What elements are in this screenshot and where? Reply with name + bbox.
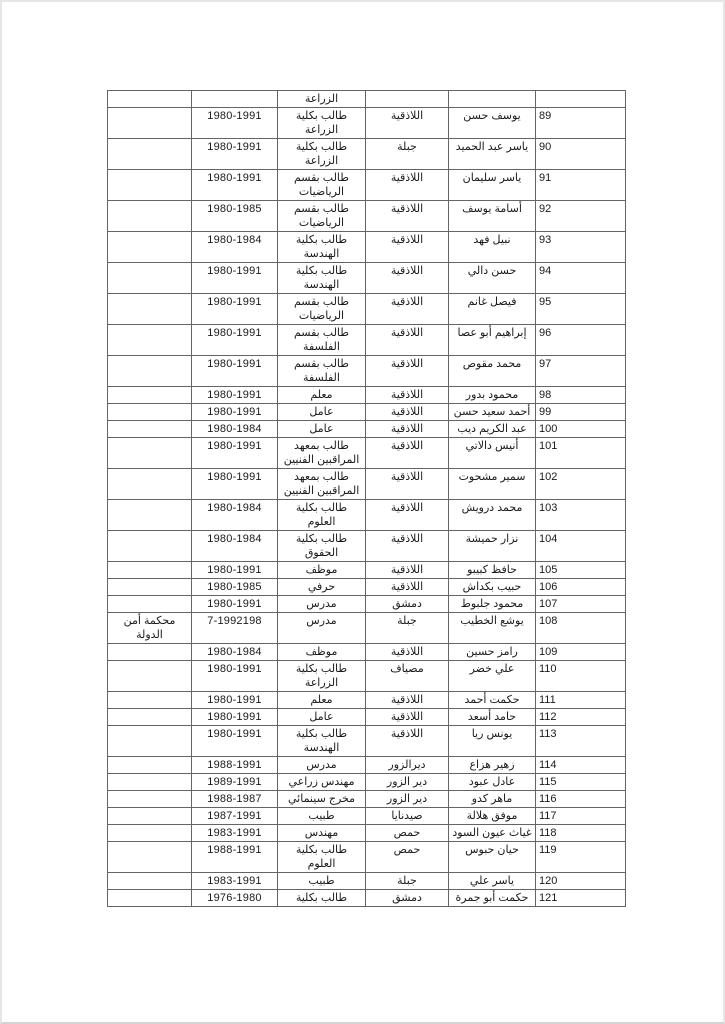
- cell-city: اللاذقية: [366, 562, 449, 579]
- cell-name: ماهر كدو: [449, 791, 536, 808]
- table-row: [108, 596, 626, 613]
- cell-notes: [108, 201, 192, 232]
- cell-num: 92: [536, 201, 626, 232]
- cell-occupation: طالب بكلية العلوم: [278, 842, 366, 873]
- cell-notes: [108, 842, 192, 873]
- table-row: [108, 263, 626, 294]
- cell-years: 1988-1991: [192, 842, 278, 873]
- table-row: [108, 661, 626, 692]
- cell-notes: [108, 139, 192, 170]
- cell-num: 99: [536, 404, 626, 421]
- cell-occupation: طالب بقسم الرياضيات: [278, 170, 366, 201]
- cell-notes: [108, 661, 192, 692]
- cell-city: اللاذقية: [366, 325, 449, 356]
- cell-num: 102: [536, 469, 626, 500]
- cell-name: غياث عيون السود: [449, 825, 536, 842]
- cell-years: 1980-1984: [192, 232, 278, 263]
- cell-years: 1980-1991: [192, 139, 278, 170]
- cell-num: 89: [536, 108, 626, 139]
- cell-years: 1987-1991: [192, 808, 278, 825]
- cell-name: محمد مقوص: [449, 356, 536, 387]
- cell-notes: [108, 325, 192, 356]
- table-row: [108, 108, 626, 139]
- table-row: [108, 791, 626, 808]
- cell-city: [366, 91, 449, 108]
- table-row: [108, 232, 626, 263]
- cell-num: 109: [536, 644, 626, 661]
- cell-occupation: طالب بكلية الزراعة: [278, 139, 366, 170]
- cell-name: أحمد سعيد حسن: [449, 404, 536, 421]
- table-row: [108, 890, 626, 907]
- cell-name: إبراهيم أبو عصا: [449, 325, 536, 356]
- cell-city: جبلة: [366, 873, 449, 890]
- cell-city: اللاذقية: [366, 201, 449, 232]
- cell-occupation: مدرس: [278, 613, 366, 644]
- table-row: [108, 579, 626, 596]
- cell-num: 108: [536, 613, 626, 644]
- cell-name: عادل عبود: [449, 774, 536, 791]
- cell-num: 119: [536, 842, 626, 873]
- cell-num: 106: [536, 579, 626, 596]
- cell-occupation: طالب بقسم الرياضيات: [278, 294, 366, 325]
- cell-notes: [108, 726, 192, 757]
- cell-name: يونس ريا: [449, 726, 536, 757]
- table-row: [108, 294, 626, 325]
- cell-num: 121: [536, 890, 626, 907]
- cell-city: اللاذقية: [366, 170, 449, 201]
- table-row: [108, 404, 626, 421]
- cell-num: 98: [536, 387, 626, 404]
- cell-city: اللاذقية: [366, 469, 449, 500]
- cell-name: عبد الكريم ديب: [449, 421, 536, 438]
- cell-city: اللاذقية: [366, 404, 449, 421]
- cell-occupation: مخرج سينمائي: [278, 791, 366, 808]
- cell-city: جبلة: [366, 613, 449, 644]
- cell-city: اللاذقية: [366, 232, 449, 263]
- cell-notes: [108, 825, 192, 842]
- cell-city: اللاذقية: [366, 438, 449, 469]
- cell-city: اللاذقية: [366, 644, 449, 661]
- cell-occupation: طالب بكلية الزراعة: [278, 661, 366, 692]
- cell-city: اللاذقية: [366, 531, 449, 562]
- cell-name: سمير مشحوت: [449, 469, 536, 500]
- cell-years: 1980-1991: [192, 404, 278, 421]
- cell-num: 115: [536, 774, 626, 791]
- cell-occupation: عامل: [278, 404, 366, 421]
- cell-city: اللاذقية: [366, 294, 449, 325]
- table-row: [108, 469, 626, 500]
- cell-occupation: طالب بكلية العلوم: [278, 500, 366, 531]
- table-row: [108, 500, 626, 531]
- cell-name: زهير هزاع: [449, 757, 536, 774]
- cell-occupation: موظف: [278, 644, 366, 661]
- cell-notes: [108, 404, 192, 421]
- cell-years: 1980-1991: [192, 108, 278, 139]
- cell-occupation: عامل: [278, 421, 366, 438]
- cell-city: دمشق: [366, 596, 449, 613]
- cell-years: 1980-1991: [192, 170, 278, 201]
- table-row: [108, 842, 626, 873]
- cell-notes: [108, 890, 192, 907]
- cell-name: ياسر عبد الحميد: [449, 139, 536, 170]
- cell-occupation: طالب بكلية الهندسة: [278, 726, 366, 757]
- cell-name: رامز حسين: [449, 644, 536, 661]
- cell-city: اللاذقية: [366, 108, 449, 139]
- cell-name: محمد درويش: [449, 500, 536, 531]
- cell-notes: [108, 170, 192, 201]
- cell-years: 1980-1991: [192, 387, 278, 404]
- cell-occupation: طالب بكلية الهندسة: [278, 263, 366, 294]
- table-row: [108, 356, 626, 387]
- table-row: [108, 531, 626, 562]
- cell-city: اللاذقية: [366, 692, 449, 709]
- cell-num: 116: [536, 791, 626, 808]
- cell-occupation: الزراعة: [278, 91, 366, 108]
- table-row: [108, 709, 626, 726]
- cell-city: اللاذقية: [366, 500, 449, 531]
- cell-notes: [108, 91, 192, 108]
- cell-notes: [108, 500, 192, 531]
- cell-occupation: طالب بقسم الفلسفة: [278, 356, 366, 387]
- cell-name: أسامة يوسف: [449, 201, 536, 232]
- roster-table: [107, 90, 626, 907]
- cell-num: 97: [536, 356, 626, 387]
- cell-notes: [108, 873, 192, 890]
- cell-name: حسن دالي: [449, 263, 536, 294]
- cell-num: 91: [536, 170, 626, 201]
- cell-occupation: طالب بقسم الرياضيات: [278, 201, 366, 232]
- cell-occupation: مدرس: [278, 596, 366, 613]
- cell-name: محمود جلبوط: [449, 596, 536, 613]
- table-row: [108, 644, 626, 661]
- table-row: [108, 692, 626, 709]
- cell-name: موفق هلالة: [449, 808, 536, 825]
- cell-notes: [108, 232, 192, 263]
- cell-city: اللاذقية: [366, 356, 449, 387]
- cell-notes: [108, 356, 192, 387]
- cell-notes: [108, 438, 192, 469]
- cell-name: فيصل غانم: [449, 294, 536, 325]
- cell-occupation: طالب بكلية: [278, 890, 366, 907]
- cell-name: علي خضر: [449, 661, 536, 692]
- cell-notes: [108, 108, 192, 139]
- table-row: [108, 808, 626, 825]
- cell-city: ديرالزور: [366, 757, 449, 774]
- cell-years: 1980-1985: [192, 579, 278, 596]
- cell-years: 1980-1991: [192, 661, 278, 692]
- cell-name: أنيس دالاتي: [449, 438, 536, 469]
- cell-city: اللاذقية: [366, 726, 449, 757]
- cell-years: 1989-1991: [192, 774, 278, 791]
- table-row: [108, 438, 626, 469]
- cell-name: يوسف حسن: [449, 108, 536, 139]
- table-row: [108, 201, 626, 232]
- cell-notes: [108, 263, 192, 294]
- cell-city: دير الزور: [366, 774, 449, 791]
- cell-years: 1980-1991: [192, 692, 278, 709]
- cell-city: مصياف: [366, 661, 449, 692]
- cell-occupation: مدرس: [278, 757, 366, 774]
- cell-occupation: معلم: [278, 692, 366, 709]
- cell-notes: [108, 469, 192, 500]
- cell-notes: [108, 791, 192, 808]
- cell-city: دمشق: [366, 890, 449, 907]
- cell-occupation: طبيب: [278, 873, 366, 890]
- cell-years: 1980-1991: [192, 726, 278, 757]
- cell-occupation: مهندس زراعي: [278, 774, 366, 791]
- cell-notes: [108, 531, 192, 562]
- cell-city: اللاذقية: [366, 387, 449, 404]
- cell-years: 1983-1991: [192, 825, 278, 842]
- cell-num: 95: [536, 294, 626, 325]
- cell-years: 1980-1985: [192, 201, 278, 232]
- cell-occupation: طالب بكلية الزراعة: [278, 108, 366, 139]
- cell-years: [192, 91, 278, 108]
- cell-occupation: طالب بقسم الفلسفة: [278, 325, 366, 356]
- cell-notes: محكمة أمن الدولة: [108, 613, 192, 644]
- table-row: [108, 325, 626, 356]
- cell-years: 7-1992198: [192, 613, 278, 644]
- cell-years: 1988-1991: [192, 757, 278, 774]
- cell-years: 1980-1984: [192, 421, 278, 438]
- cell-years: 1980-1991: [192, 469, 278, 500]
- cell-num: 117: [536, 808, 626, 825]
- table-row: [108, 873, 626, 890]
- cell-city: اللاذقية: [366, 579, 449, 596]
- cell-name: حكمت أبو جمرة: [449, 890, 536, 907]
- cell-years: 1980-1984: [192, 500, 278, 531]
- cell-occupation: طبيب: [278, 808, 366, 825]
- table-row: [108, 562, 626, 579]
- cell-city: دير الزور: [366, 791, 449, 808]
- cell-years: 1980-1991: [192, 325, 278, 356]
- cell-name: [449, 91, 536, 108]
- cell-occupation: مهندس: [278, 825, 366, 842]
- cell-occupation: عامل: [278, 709, 366, 726]
- table-row: [108, 421, 626, 438]
- cell-notes: [108, 387, 192, 404]
- table-row: [108, 139, 626, 170]
- cell-years: 1980-1991: [192, 596, 278, 613]
- cell-occupation: طالب بمعهد المراقبين الفنيين: [278, 438, 366, 469]
- cell-num: [536, 91, 626, 108]
- cell-years: 1980-1991: [192, 294, 278, 325]
- cell-notes: [108, 757, 192, 774]
- cell-num: 120: [536, 873, 626, 890]
- cell-years: 1980-1984: [192, 644, 278, 661]
- cell-notes: [108, 421, 192, 438]
- cell-name: ياسر علي: [449, 873, 536, 890]
- cell-notes: [108, 596, 192, 613]
- cell-notes: [108, 294, 192, 325]
- table-row: [108, 726, 626, 757]
- cell-num: 114: [536, 757, 626, 774]
- table-row: [108, 774, 626, 791]
- cell-city: جبلة: [366, 139, 449, 170]
- cell-city: حمص: [366, 842, 449, 873]
- table-row: [108, 170, 626, 201]
- cell-notes: [108, 644, 192, 661]
- cell-num: 90: [536, 139, 626, 170]
- cell-name: حامد أسعد: [449, 709, 536, 726]
- cell-num: 104: [536, 531, 626, 562]
- cell-years: 1980-1991: [192, 438, 278, 469]
- cell-notes: [108, 709, 192, 726]
- table-row: [108, 757, 626, 774]
- cell-num: 100: [536, 421, 626, 438]
- cell-name: يوشع الخطيب: [449, 613, 536, 644]
- cell-notes: [108, 808, 192, 825]
- cell-years: 1983-1991: [192, 873, 278, 890]
- cell-num: 103: [536, 500, 626, 531]
- cell-occupation: معلم: [278, 387, 366, 404]
- cell-occupation: حرفي: [278, 579, 366, 596]
- cell-city: اللاذقية: [366, 709, 449, 726]
- cell-num: 94: [536, 263, 626, 294]
- cell-num: 93: [536, 232, 626, 263]
- table-row: [108, 825, 626, 842]
- cell-notes: [108, 579, 192, 596]
- cell-city: اللاذقية: [366, 263, 449, 294]
- cell-city: صيدنايا: [366, 808, 449, 825]
- cell-num: 107: [536, 596, 626, 613]
- cell-years: 1980-1991: [192, 356, 278, 387]
- cell-num: 96: [536, 325, 626, 356]
- cell-num: 105: [536, 562, 626, 579]
- cell-occupation: موظف: [278, 562, 366, 579]
- cell-name: حكمت أحمد: [449, 692, 536, 709]
- cell-num: 113: [536, 726, 626, 757]
- cell-years: 1988-1987: [192, 791, 278, 808]
- cell-city: اللاذقية: [366, 421, 449, 438]
- cell-num: 110: [536, 661, 626, 692]
- cell-notes: [108, 692, 192, 709]
- cell-years: 1980-1984: [192, 531, 278, 562]
- cell-occupation: طالب بمعهد المراقبين الفنيين: [278, 469, 366, 500]
- cell-occupation: طالب بكلية الحقوق: [278, 531, 366, 562]
- table-row: [108, 613, 626, 644]
- cell-name: حبيب بكداش: [449, 579, 536, 596]
- cell-notes: [108, 562, 192, 579]
- cell-name: حيان حبوس: [449, 842, 536, 873]
- cell-years: 1976-1980: [192, 890, 278, 907]
- cell-name: نزار حميشة: [449, 531, 536, 562]
- cell-years: 1980-1991: [192, 263, 278, 294]
- cell-name: نبيل فهد: [449, 232, 536, 263]
- cell-years: 1980-1991: [192, 709, 278, 726]
- table-row: [108, 91, 626, 108]
- roster-table-body: [108, 91, 626, 907]
- cell-occupation: طالب بكلية الهندسة: [278, 232, 366, 263]
- cell-name: حافظ كبيبو: [449, 562, 536, 579]
- cell-num: 101: [536, 438, 626, 469]
- table-row: [108, 387, 626, 404]
- cell-num: 111: [536, 692, 626, 709]
- cell-city: حمص: [366, 825, 449, 842]
- cell-name: ياسر سليمان: [449, 170, 536, 201]
- cell-notes: [108, 774, 192, 791]
- cell-name: محمود بدور: [449, 387, 536, 404]
- cell-num: 118: [536, 825, 626, 842]
- cell-years: 1980-1991: [192, 562, 278, 579]
- cell-num: 112: [536, 709, 626, 726]
